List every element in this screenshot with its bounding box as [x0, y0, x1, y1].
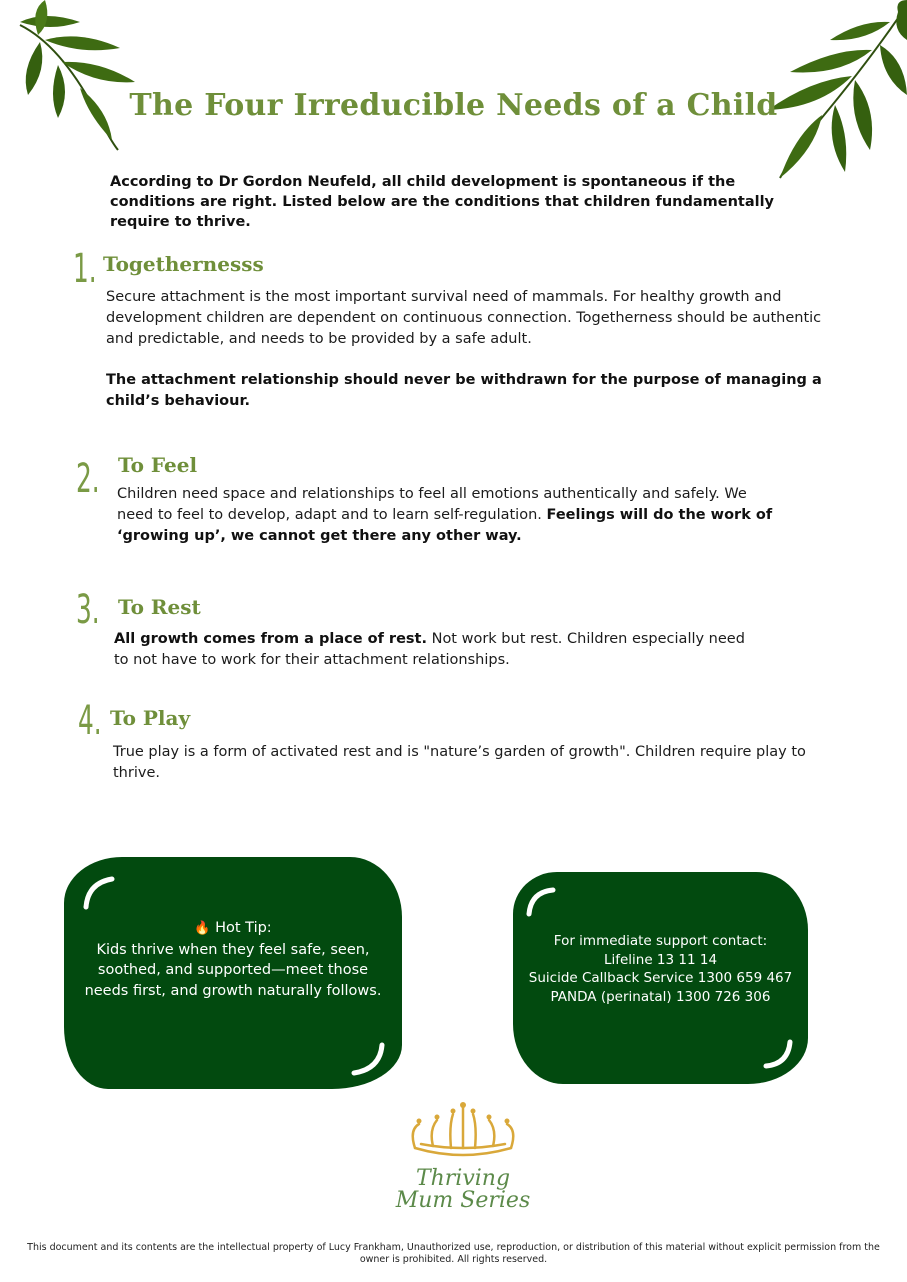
need-body-2-text: Children need space and relationships to feel all emotions authentically and safely. We need to feel to develop, adapt and to learn self-regulation.	[117, 486, 747, 523]
hot-tip-text: Kids thrive when they feel safe, seen, soothed, and supported—meet those needs first, and growth naturally follows.	[84, 941, 382, 999]
crown-icon	[393, 1100, 533, 1162]
fire-icon: 🔥	[194, 921, 211, 936]
logo-line-2: Mum Series	[395, 1188, 531, 1213]
need-emphasis-3: All growth comes from a place of rest.	[114, 631, 427, 647]
need-number-1: 1.	[73, 246, 97, 292]
need-number-4: 4.	[78, 698, 102, 744]
hot-tip-title	[84, 918, 382, 940]
support-line-lifeline[interactable]: Lifeline 13 11 14	[603, 951, 718, 968]
need-emphasis-1: The attachment relationship should never be withdrawn for the purpose of managing a child’s behaviour.	[106, 372, 822, 409]
brand-logo	[393, 1100, 533, 1212]
need-body-3-text: Not work but rest. Children especially need to not have to work for their attachment relationships.	[114, 631, 745, 668]
need-heading-3: To Rest	[118, 595, 201, 619]
copyright-footer: This document and its contents are the intellectual property of Lucy Frankham, Unauthorized use, reproduction, or distribution of this material without explicit permission from the owner is prohibited. All rights reserved.	[27, 1242, 880, 1265]
hot-tip-label: Hot Tip:	[215, 920, 272, 936]
support-heading: For immediate support contact:	[553, 933, 768, 949]
card-corner-accent-icon	[523, 884, 559, 920]
support-line-suicide-callback[interactable]: Suicide Callback Service 1300 659 467	[528, 970, 793, 986]
need-number-3: 3.	[76, 587, 100, 633]
need-body-1: Secure attachment is the most important survival need of mammals. For healthy growth and development children are dependent on continuous connection. Togetherness should be authentic and predictable, and needs to be provided by a safe adult.	[106, 289, 822, 347]
need-body-4: True play is a form of activated rest and is "nature’s garden of growth". Children require play to thrive.	[113, 744, 806, 781]
support-content	[513, 932, 808, 1006]
need-emphasis-2: Feelings will do the work of ‘growing up’, we cannot get there any other way.	[117, 507, 773, 544]
logo-line-1: Thriving	[415, 1166, 511, 1191]
support-contact-card	[513, 872, 808, 1084]
card-corner-accent-icon	[348, 1039, 388, 1079]
leaf-branch-left-decoration	[0, 0, 150, 160]
need-body-3	[114, 629, 754, 671]
need-body-2	[117, 484, 777, 547]
card-corner-accent-icon	[80, 873, 120, 913]
page-title: The Four Irreducible Needs of a Child	[129, 88, 778, 123]
need-heading-1: Togethernesss	[103, 252, 264, 276]
need-heading-2: To Feel	[118, 453, 198, 477]
card-corner-accent-icon	[760, 1036, 796, 1072]
support-line-panda[interactable]: PANDA (perinatal) 1300 726 306	[550, 988, 771, 1005]
hot-tip-card	[64, 857, 402, 1089]
hot-tip-content	[64, 918, 402, 1001]
need-heading-4: To Play	[110, 706, 191, 730]
intro-paragraph: According to Dr Gordon Neufeld, all child development is spontaneous if the conditions are right. Listed below are the conditions that children fundamentally require to thrive.	[110, 174, 774, 230]
need-number-2: 2.	[76, 456, 100, 502]
